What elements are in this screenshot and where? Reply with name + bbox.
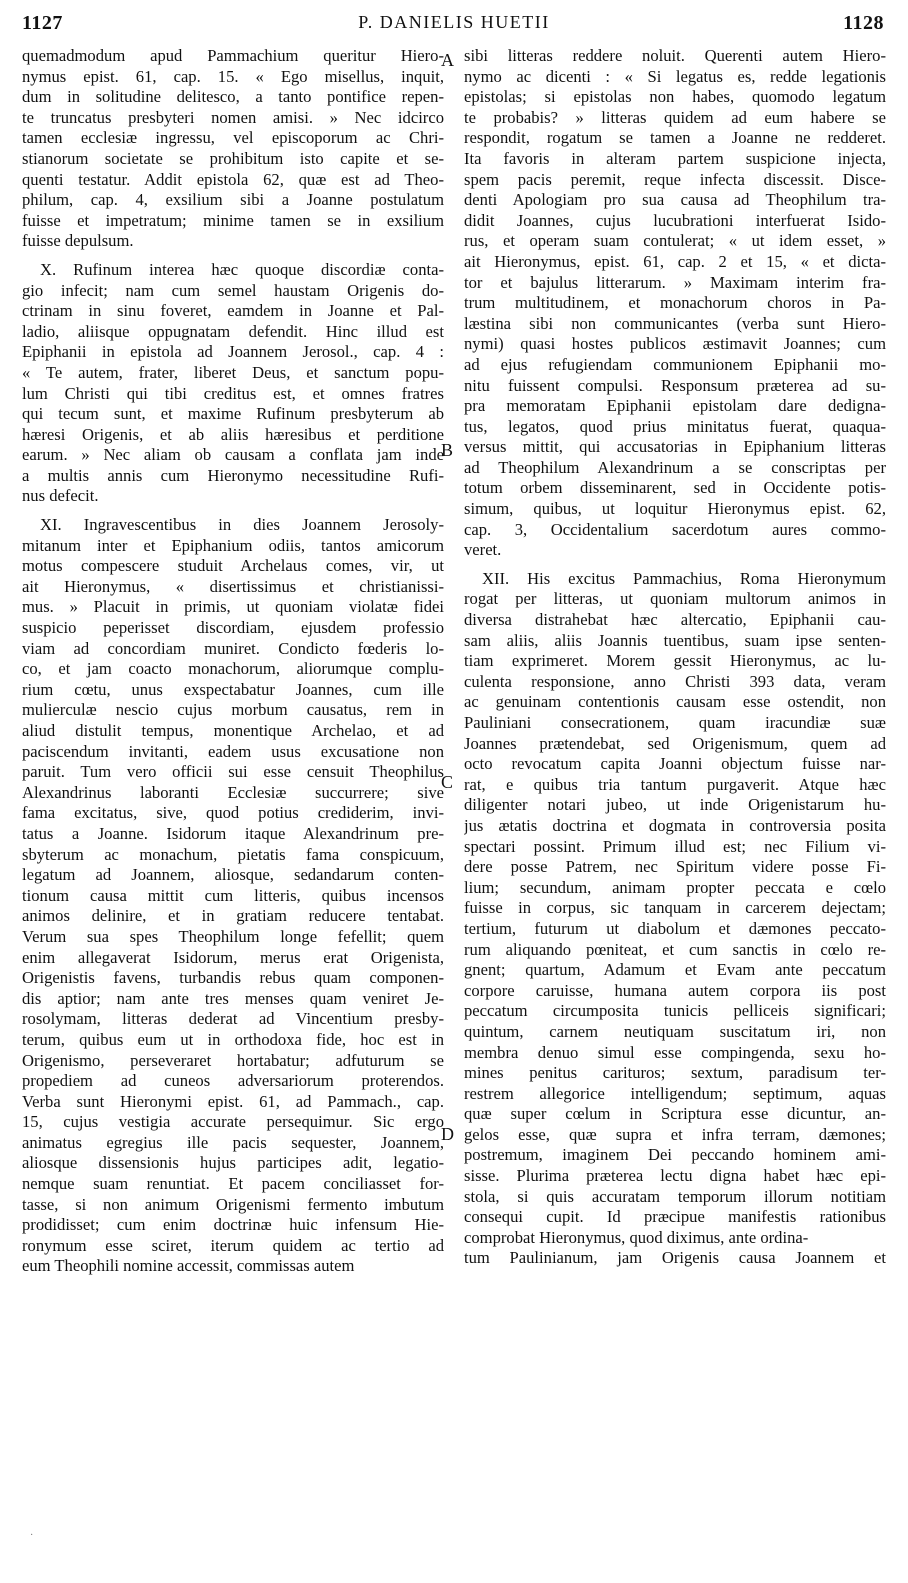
- text-line: didit Joannes, cujus lucubrationi interfuerat Isido-: [464, 210, 886, 230]
- text-line: qui tecum sunt, et maxime Rufinum presbyterum ab: [22, 404, 444, 424]
- text-line: tionum causa mittit cum litteris, quibus incensos: [22, 885, 444, 905]
- text-line: animatus egregius ille pacis sequester, Joannem,: [22, 1132, 444, 1152]
- text-line: animos delinire, et in gratiam reducere tentabat.: [22, 906, 444, 926]
- text-line: nemque suam renuntiat. Et pacem conciliasset for-: [22, 1174, 444, 1194]
- text-line: tiam exprimeret. Morem gessit Hieronymus, ac lu-: [464, 651, 886, 671]
- text-line: ac genuinam contentionis causam esse ostendit, non: [464, 692, 886, 712]
- text-line: tor et bajulus litterarum. » Maximam interim fra-: [464, 272, 886, 292]
- text-line: rus, et operam suam contulerat; « ut idem esset, »: [464, 231, 886, 251]
- text-line: sibi litteras reddere noluit. Querenti autem Hiero-: [464, 46, 886, 65]
- text-line: Verum sua spes Theophilum longe fefellit; quem: [22, 926, 444, 946]
- text-line: octo revocatum capita Joanni objectum fuisse nar-: [464, 754, 886, 774]
- text-line: Origenismo, perseveraret hortabatur; adfuturum se: [22, 1050, 444, 1070]
- text-line: ladio, aliisque oppugnatam defendit. Hinc illud est: [22, 321, 444, 341]
- text-line: tatus a Joanne. Isidorum itaque Alexandrinum pre-: [22, 823, 444, 843]
- text-line: stianorum societate se prohibitum isto capite et se-: [22, 148, 444, 168]
- text-line: prodidisset; cum enim doctrinæ huic infensum Hie-: [22, 1215, 444, 1235]
- text-line: mus. » Placuit in primis, ut quoniam violatæ fidei: [22, 597, 444, 617]
- text-line: legatum ad Joannem, aliosque, sedandarum conten-: [22, 865, 444, 885]
- text-line: aliud distulit tempus, monentique Archelao, et ad: [22, 721, 444, 740]
- text-line: rat, e quibus tria tantum purgaverit. Atque hæc: [464, 774, 886, 794]
- text-line: viam ad concordiam muniret. Condicto fœderis lo-: [22, 638, 444, 658]
- text-line: totum orbem disseminarent, sed in Occidente potis-: [464, 478, 886, 498]
- text-line: denti Apologiam pro sua causa ad Theophilum tra-: [464, 190, 886, 210]
- text-line: tus, legatos, quod prius minitatus fuerat, quaqua-: [464, 416, 886, 436]
- text-line: tamen ecclesiæ ingressu, vel episcoporum ac Chri-: [22, 128, 444, 148]
- text-line: diligenter notari jubeo, ut inde Origenistarum hu-: [464, 795, 886, 815]
- text-line: versus mittit, qui accusatorias in Epiphanium litteras: [464, 437, 886, 457]
- text-line: tum Paulinianum, jam Origenis causa Joannem et: [464, 1248, 886, 1268]
- text-line: peccatum circumposita tunicis pelliceis significari;: [464, 1001, 886, 1021]
- text-line: XII. His excitus Pammachius, Roma Hieronymum: [482, 568, 886, 588]
- section-marker-a: A: [441, 50, 454, 70]
- text-line: « Te autem, frater, liberet Deus, et sanctum popu-: [22, 362, 444, 382]
- text-line: lum Christi qui tibi creditus est, et omnes fratres: [22, 383, 444, 403]
- section-marker-d: D: [441, 1124, 454, 1144]
- text-line: sbyterum ac monachum, pietatis fama conspicuum,: [22, 844, 444, 864]
- text-line: comprobat Hieronymus, quod diximus, ante ordina-: [464, 1227, 809, 1247]
- text-line: Origenistis favens, turbandis rebus quam componen-: [22, 968, 444, 988]
- text-line: gio infecit; nam cum semel haustam Origenis do-: [22, 280, 444, 300]
- text-line: pra memoratam Epiphanii epistolam dare dedigna-: [464, 396, 886, 416]
- text-line: quenti testatur. Addit epistola 62, quæ est ad Theo-: [22, 169, 444, 189]
- text-line: dis aptior; nam ante tres menses quam veniret Je-: [22, 988, 444, 1008]
- text-line: veret.: [464, 540, 502, 560]
- text-line: ait Hieronymus, « disertissimus et christianissi-: [22, 576, 444, 596]
- text-line: philum, cap. 4, exsilium sibi a Joanne postulatum: [22, 190, 444, 210]
- left-text-column: [22, 46, 444, 1277]
- text-line: simum, quibus, ut loquitur Hieronymus epist. 62,: [464, 499, 886, 519]
- text-line: jus ætatis doctrina et dogmata in controversia posita: [464, 815, 886, 835]
- text-line: gelos esse, quæ supra et infra terram, dæmones;: [464, 1124, 886, 1144]
- text-line: fuisse in corpus, sic tanquam in carcerem dejectam;: [464, 898, 886, 918]
- section-marker-b: B: [441, 440, 454, 460]
- text-line: terum, quibus eum ut in orthodoxa fide, hoc est in: [22, 1029, 444, 1049]
- text-line: nymus epist. 61, cap. 15. « Ego misellus, inquit,: [22, 66, 444, 86]
- text-line: spectari possint. Primum illud est; nec Filium vi-: [464, 836, 886, 856]
- text-line: gnent; quartum, Adamum et Evam ante peccatum: [464, 960, 886, 980]
- text-line: epistolas; si epistolas non habes, quomodo legatum: [464, 87, 886, 107]
- text-line: aliosque dissensionis hujus participes adit, legatio-: [22, 1153, 444, 1173]
- text-line: 15, cujus vestigia accurate persequimur. Sic ergo: [22, 1112, 444, 1132]
- text-line: a multis annis cum Hieronymo necessitudine Rufi-: [22, 465, 444, 485]
- text-line: spem pacis peremit, reque infecta discessit. Disce-: [464, 169, 886, 189]
- text-line: mines penitus carituros; sextum, paradisum ter-: [464, 1063, 886, 1083]
- footer-mark: ·: [30, 1530, 34, 1541]
- text-line: diversa distrahebat hæc altercatio, Epiphanii cau-: [464, 610, 886, 630]
- text-line: mulierculæ nescio cujus morbum causatus, rem in: [22, 700, 444, 720]
- text-line: ctrinam in sinu foveret, eamdem in Joanne et Pal-: [22, 301, 444, 321]
- text-line: Pauliniani consecrationem, quam iracundiæ suæ: [464, 713, 886, 732]
- text-line: lium; secundum, animam propter peccata e cœlo: [464, 877, 886, 897]
- text-line: co, et jam coacto monachorum, aliorumque complu-: [22, 659, 444, 679]
- text-line: hæresi Origenis, et ab aliis hæresibus et perditione: [22, 424, 444, 444]
- section-marker-c: C: [441, 772, 454, 792]
- text-line: mitanum inter et Epiphanium odiis, tantos amicorum: [22, 535, 444, 555]
- text-line: quemadmodum apud Pammachium queritur Hiero-: [22, 46, 444, 65]
- text-line: nymo ac dicenti : « Si legatus es, redde legationis: [464, 66, 886, 86]
- text-line: XI. Ingravescentibus in dies Joannem Jerosoly-: [40, 515, 444, 535]
- text-line: Joannes prætendebat, sed Origenismum, quem ad: [464, 733, 886, 753]
- right-text-column: [464, 46, 886, 1269]
- text-line: paciscendum invitanti, eadem usus excusatione non: [22, 741, 444, 761]
- text-line: fama excitatus, sive, quod potius crediderim, invi-: [22, 803, 444, 823]
- text-line: fuisse et impetratum; minime tamen se in exsilium: [22, 210, 444, 230]
- text-line: propediem ad cuneos adversariorum proterendos.: [22, 1071, 444, 1091]
- text-line: rium cœtu, unus exspectabatur Joannes, cum ille: [22, 679, 444, 699]
- text-line: ait Hieronymus, epist. 61, cap. 2 et 15, « et dicta-: [464, 251, 886, 271]
- text-line: nitu fuissent compulsi. Responsum præterea ad su-: [464, 375, 886, 395]
- text-line: rum aliquando pœniteat, et cum sanctis in cœlo re-: [464, 939, 886, 959]
- running-title: P. DANIELIS HUETII: [358, 12, 550, 32]
- text-line: eum Theophili nomine accessit, commissas autem: [22, 1256, 355, 1276]
- text-line: rosolymam, litteras dederat ad Vincentium presby-: [22, 1009, 444, 1029]
- text-line: Ita favoris in alteram partem suspicione injecta,: [464, 148, 886, 168]
- page-header: [0, 12, 908, 38]
- text-line: læstina sibi non communicantes (verba sunt Hiero-: [464, 313, 886, 333]
- text-line: earum. » Nec aliam ob causam a conflata jam inde: [22, 445, 444, 465]
- text-line: dere posse Patrem, nec Spiritum videre posse Fi-: [464, 857, 886, 877]
- left-column-number: 1127: [22, 12, 63, 34]
- text-line: sisse. Plurima præterea lectu digna habet hæc epi-: [464, 1166, 886, 1186]
- text-line: restrem allegorice intelligendum; septimum, aquas: [464, 1083, 886, 1103]
- text-line: tasse, si non animum Origenismi fermento imbutum: [22, 1194, 444, 1214]
- text-line: motus compescere studuit Archelaus comes, vir, ut: [22, 556, 444, 576]
- text-line: ad Theophilum Alexandrinum a se conscriptas per: [464, 457, 886, 477]
- text-line: stola, si quis accuratam temporum illorum notitiam: [464, 1186, 886, 1206]
- text-line: trum multitudinem, et monachorum choros in Pa-: [464, 293, 886, 313]
- text-line: ronymum esse sciret, iterum quidem ac tertio ad: [22, 1235, 444, 1255]
- text-line: nus defecit.: [22, 486, 99, 506]
- text-line: membra denuo simul esse compingenda, sexu ho-: [464, 1042, 886, 1062]
- text-line: corpore caruisse, humana autem corpora iis post: [464, 980, 886, 1000]
- text-line: postremum, imaginem Dei peccando hominem ami-: [464, 1145, 886, 1165]
- text-line: tertium, futurum ut diabolum et dæmones peccato-: [464, 918, 886, 938]
- text-line: ad ejus refugiendam communionem Epiphanii mo-: [464, 354, 886, 374]
- text-line: consequi cupit. Id præcipue manifestis rationibus: [464, 1207, 886, 1227]
- text-line: dum in solitudine delitesco, a tanto pontifice repen-: [22, 87, 444, 107]
- text-line: suspicio peperisset discordiam, ejusdem professio: [22, 618, 444, 638]
- text-line: culenta responsione, anno Christi 393 data, veram: [464, 671, 886, 691]
- text-line: Epiphanii in epistola ad Joannem Jerosol., cap. 4 :: [22, 342, 444, 362]
- text-line: paruit. Tum vero officii sui esse censuit Theophilus: [22, 762, 444, 782]
- text-line: quintum, carnem neutiquam suscitatum iri, non: [464, 1021, 886, 1041]
- text-line: cap. 3, Occidentalium sacerdotum aures commo-: [464, 519, 886, 539]
- text-line: respondit, rogatum se tamen a Joanne ne redderet.: [464, 128, 886, 148]
- text-line: Verba sunt Hieronymi epist. 61, ad Pammach., cap.: [22, 1091, 444, 1111]
- text-line: enim allegaverat Isidorum, merus erat Origenista,: [22, 947, 444, 967]
- text-line: X. Rufinum interea hæc quoque discordiæ conta-: [40, 259, 444, 279]
- text-line: te probabis? » litteras quidem ad eum habere se: [464, 107, 886, 127]
- text-line: nymi) quasi hostes publicos æstimavit Joannes; cum: [464, 334, 886, 354]
- text-line: rogat per litteras, ut quoniam multorum animos in: [464, 589, 886, 609]
- text-line: quæ super cœlum in Scriptura esse dicuntur, an-: [464, 1104, 886, 1124]
- text-line: fuisse depulsum.: [22, 231, 134, 251]
- right-column-number: 1128: [843, 12, 884, 34]
- text-line: te truncatus presbyteri nomen amisi. » Nec idcirco: [22, 107, 444, 127]
- text-line: Alexandrinus laboranti Ecclesiæ succurrere; sive: [22, 782, 444, 802]
- text-line: sam aliis, aliis Joannis tuentibus, suam ipse senten-: [464, 630, 886, 650]
